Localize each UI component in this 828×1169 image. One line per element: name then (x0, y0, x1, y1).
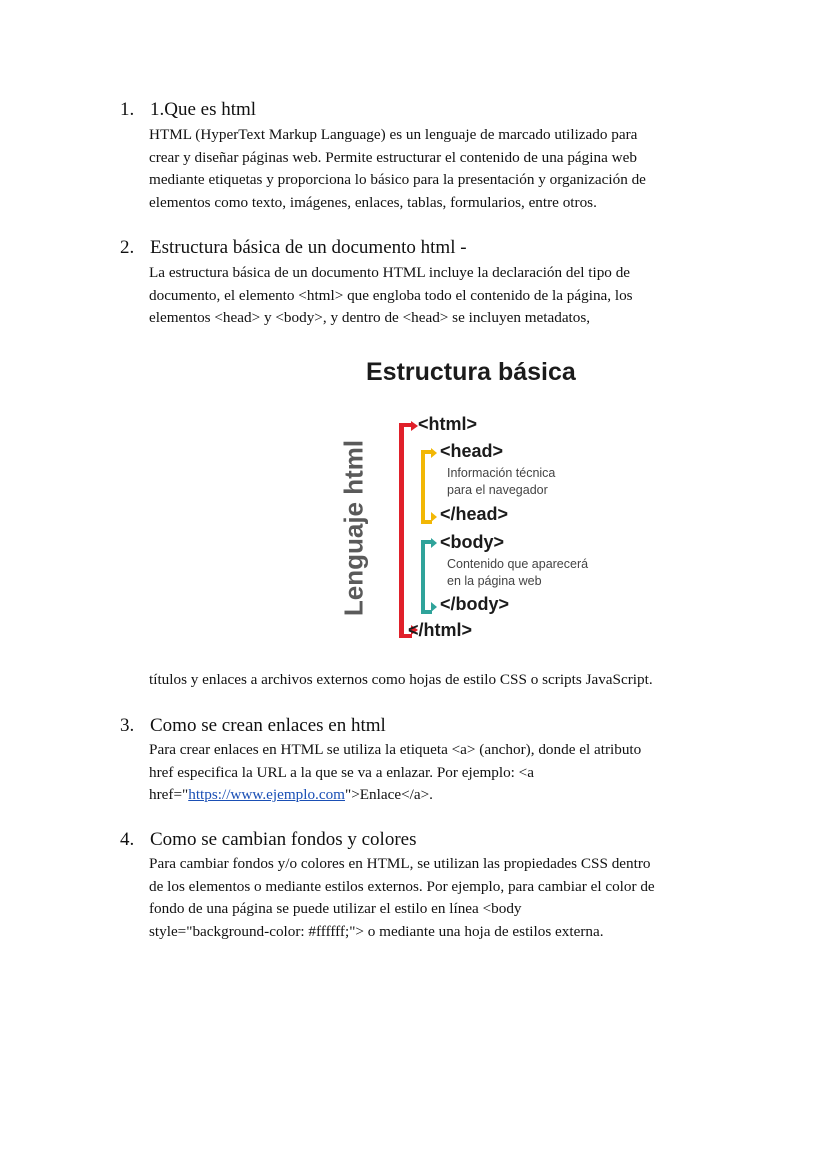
head-open-arrow (431, 448, 437, 458)
body-open-tag: <body> (440, 532, 505, 552)
head-note (447, 465, 555, 499)
section-3-title-text: Como se crean enlaces en html (150, 715, 386, 736)
html-bracket (399, 423, 412, 638)
paragraph-line: elementos como texto, imágenes, enlaces, tablas, formularios, entre otros. (149, 193, 597, 211)
body-note (447, 556, 588, 590)
body-close-arrow (431, 602, 437, 612)
head-close-tag: </head> (440, 504, 509, 524)
html-close-tag: </html> (408, 620, 473, 640)
body-open-arrow (431, 538, 437, 548)
section-2-number: 2. (120, 237, 135, 258)
html-open-arrow (411, 421, 418, 431)
figure-side-label: Lenguaje html (338, 439, 369, 617)
section-2-title (120, 237, 467, 259)
section-4-paragraph (149, 853, 739, 943)
paragraph-line: títulos y enlaces a archivos externos como hojas de estilo CSS o scripts JavaScript. (149, 671, 653, 688)
section-1-title (120, 99, 256, 121)
figure-title: Estructura básica (366, 358, 576, 386)
body-note-line: en la página web (447, 574, 542, 588)
head-open-tag: <head> (440, 441, 504, 461)
paragraph-line: elementos <head> y <body>, y dentro de <head> se incluyen metadatos, (149, 309, 591, 326)
section-4-number: 4. (120, 829, 135, 850)
paragraph-line: de los elementos o mediante estilos externos. Por ejemplo, para cambiar el color de (149, 877, 655, 895)
paragraph-line: mediante etiquetas y proporciona lo básico para la presentación y organización de (149, 171, 646, 188)
section-3-paragraph (149, 739, 739, 807)
paragraph-line: Para cambiar fondos y/o colores en HTML, se utilizan las propiedades CSS dentro (149, 855, 651, 872)
section-2-title-text: Estructura básica de un documento html - (150, 237, 467, 258)
paragraph-line: HTML (HyperText Markup Language) es un lenguaje de marcado utilizado para (149, 126, 638, 143)
section-2-continuation (149, 669, 739, 692)
example-link[interactable]: https://www.ejemplo.com (188, 786, 345, 803)
paragraph-line: La estructura básica de un documento HTML incluye la declaración del tipo de (149, 264, 631, 281)
section-4-title-text: Como se cambian fondos y colores (150, 829, 417, 850)
head-note-line: para el navegador (447, 483, 548, 497)
head-close-arrow (431, 512, 437, 522)
paragraph-line: href especifica la URL a la que se va a enlazar. Por ejemplo: <a (149, 763, 534, 781)
section-2-paragraph (149, 262, 739, 330)
section-1-number: 1. (120, 99, 135, 120)
paragraph-line (149, 784, 739, 807)
paragraph-line: documento, el elemento <html> que engloba todo el contenido de la página, los (149, 286, 633, 304)
section-4-title (120, 829, 416, 851)
section-3-number: 3. (120, 715, 135, 736)
body-close-tag: </body> (440, 594, 510, 614)
code-suffix: ">Enlace</a>. (345, 786, 433, 803)
section-1-paragraph (149, 124, 739, 214)
section-1-title-text: 1.Que es html (150, 99, 257, 120)
body-note-line: Contenido que aparecerá (447, 557, 589, 571)
head-note-line: Información técnica (447, 466, 556, 480)
paragraph-line: style="background-color: #ffffff;"> o mediante una hoja de estilos externa. (149, 922, 604, 940)
paragraph-line: fondo de una página se puede utilizar el estilo en línea <body (149, 900, 522, 917)
paragraph-line: Para crear enlaces en HTML se utiliza la etiqueta <a> (anchor), donde el atributo (149, 741, 642, 758)
section-3-title (120, 715, 386, 737)
paragraph-line: crear y diseñar páginas web. Permite estructurar el contenido de una página web (149, 148, 637, 166)
html-open-tag: <html> (418, 414, 478, 434)
html-structure-figure (330, 352, 630, 652)
code-prefix: href=" (149, 786, 189, 803)
